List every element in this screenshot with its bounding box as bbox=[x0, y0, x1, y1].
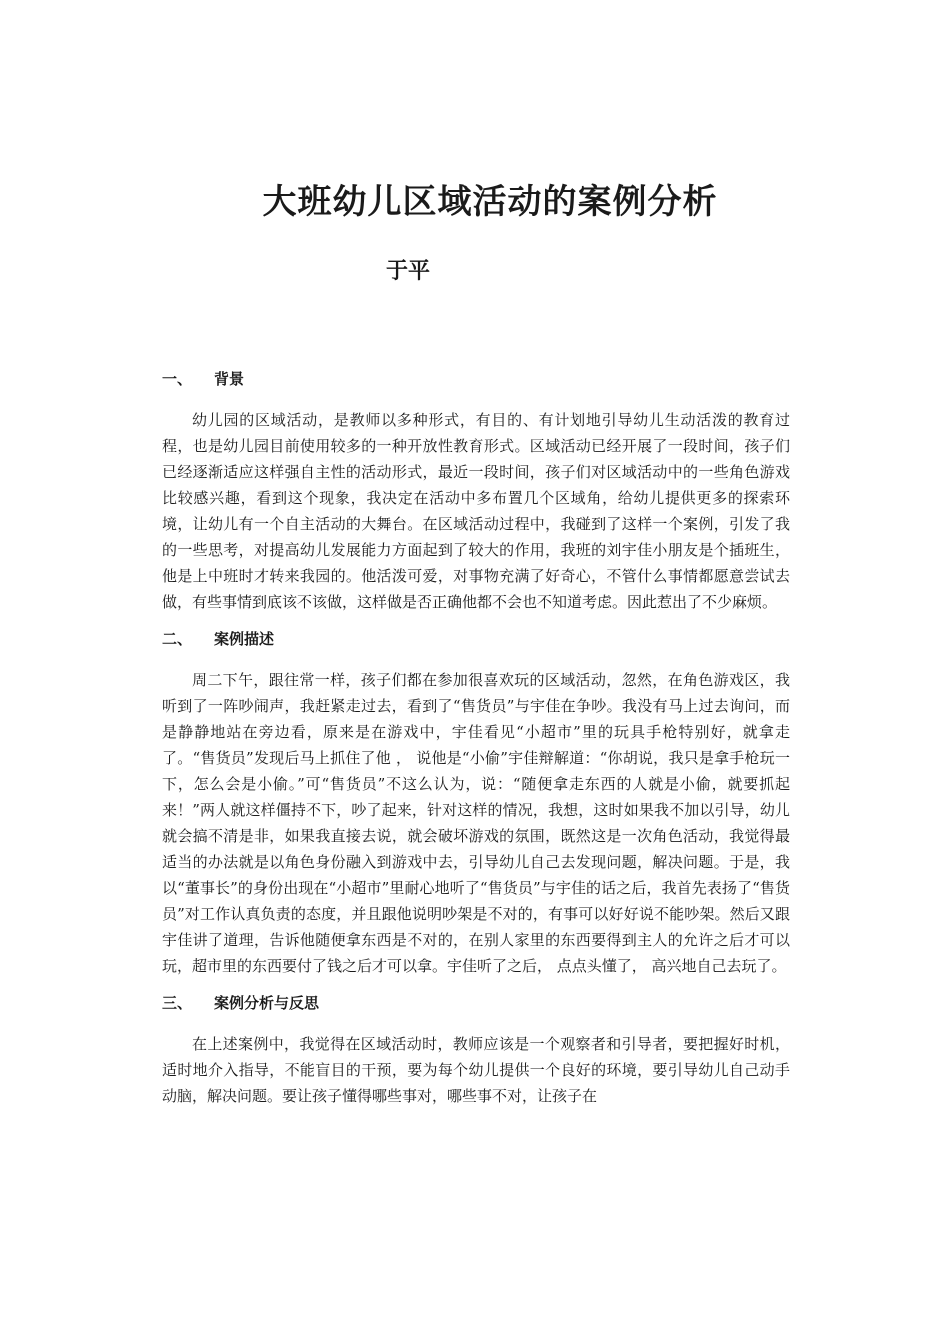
document-body bbox=[162, 368, 790, 1109]
section-heading-background bbox=[162, 368, 790, 390]
section-paragraph-background: 幼儿园的区域活动，是教师以多种形式，有目的、有计划地引导幼儿生动活泼的教育过程，也是幼儿园目前使用较多的一种开放性教育形式。区域活动已经开展了一段时间，孩子们已经逐渐适应这样强自主性的活动形式，最近一段时间，孩子们对区域活动中的一些角色游戏比较感兴趣，看到这个现象，我决定在活动中多布置几个区域角，给幼儿提供更多的探索环境，让幼儿有一个自主活动的大舞台。在区域活动过程中，我碰到了这样一个案例，引发了我的一些思考，对提高幼儿发展能力方面起到了较大的作用，我班的刘宇佳小朋友是个插班生，他是上中班时才转来我园的。他活泼可爱，对事物充满了好奇心，不管什么事情都愿意尝试去做，有些事情到底该不该做，这样做是否正确他都不会也不知道考虑。因此惹出了不少麻烦。 bbox=[162, 411, 790, 611]
section-title: 案例描述 bbox=[214, 630, 275, 648]
section-heading-case-description bbox=[162, 628, 790, 650]
document-author: 于平 bbox=[386, 258, 431, 284]
section-number: 一、 bbox=[162, 370, 193, 388]
section-number: 三、 bbox=[162, 994, 193, 1012]
section-number: 二、 bbox=[162, 630, 193, 648]
document-title: 大班幼儿区域活动的案例分析 bbox=[262, 182, 718, 222]
section-paragraph-case-description: 周二下午，跟往常一样，孩子们都在参加很喜欢玩的区域活动，忽然，在角色游戏区，我听到了一阵吵闹声，我赶紧走过去，看到了“售货员”与宇佳在争吵。我没有马上过去询问，而是静静地站在旁边看，原来是在游戏中，宇佳看见“小超市”里的玩具手枪特别好，就拿走了。“售货员”发现后马上抓住了他 ， 说他是“小偷”宇佳辩解道：“你胡说，我只是拿手枪玩一下，怎么会是小偷。”可“售货员”不这么认为，说：“随便拿走东西的人就是小偷，就要抓起来！”两人就这样僵持不下，吵了起来，针对这样的情况，我想，这时如果我不加以引导，幼儿就会搞不清是非，如果我直接去说，就会破坏游戏的氛围，既然这是一次角色活动，我觉得最适当的办法就是以角色身份融入到游戏中去，引导幼儿自己去发现问题，解决问题。于是，我以“董事长”的身份出现在“小超市”里耐心地听了“售货员”与宇佳的话之后，我首先表扬了“售货员”对工作认真负责的态度，并且跟他说明吵架是不对的，有事可以好好说不能吵架。然后又跟宇佳讲了道理，告诉他随便拿东西是不对的，在别人家里的东西要得到主人的允许之后才可以玩，超市里的东西要付了钱之后才可以拿。宇佳听了之后， 点点头懂了， 高兴地自己去玩了。 bbox=[162, 671, 790, 975]
section-title: 案例分析与反思 bbox=[214, 994, 320, 1012]
section-title: 背景 bbox=[214, 370, 245, 388]
section-paragraph-analysis: 在上述案例中，我觉得在区域活动时，教师应该是一个观察者和引导者，要把握好时机，适时地介入指导，不能盲目的干预，要为每个幼儿提供一个良好的环境，要引导幼儿自己动手动脑，解决问题。要让孩子懂得哪些事对，哪些事不对，让孩子在 bbox=[162, 1035, 790, 1105]
section-heading-analysis bbox=[162, 992, 790, 1014]
